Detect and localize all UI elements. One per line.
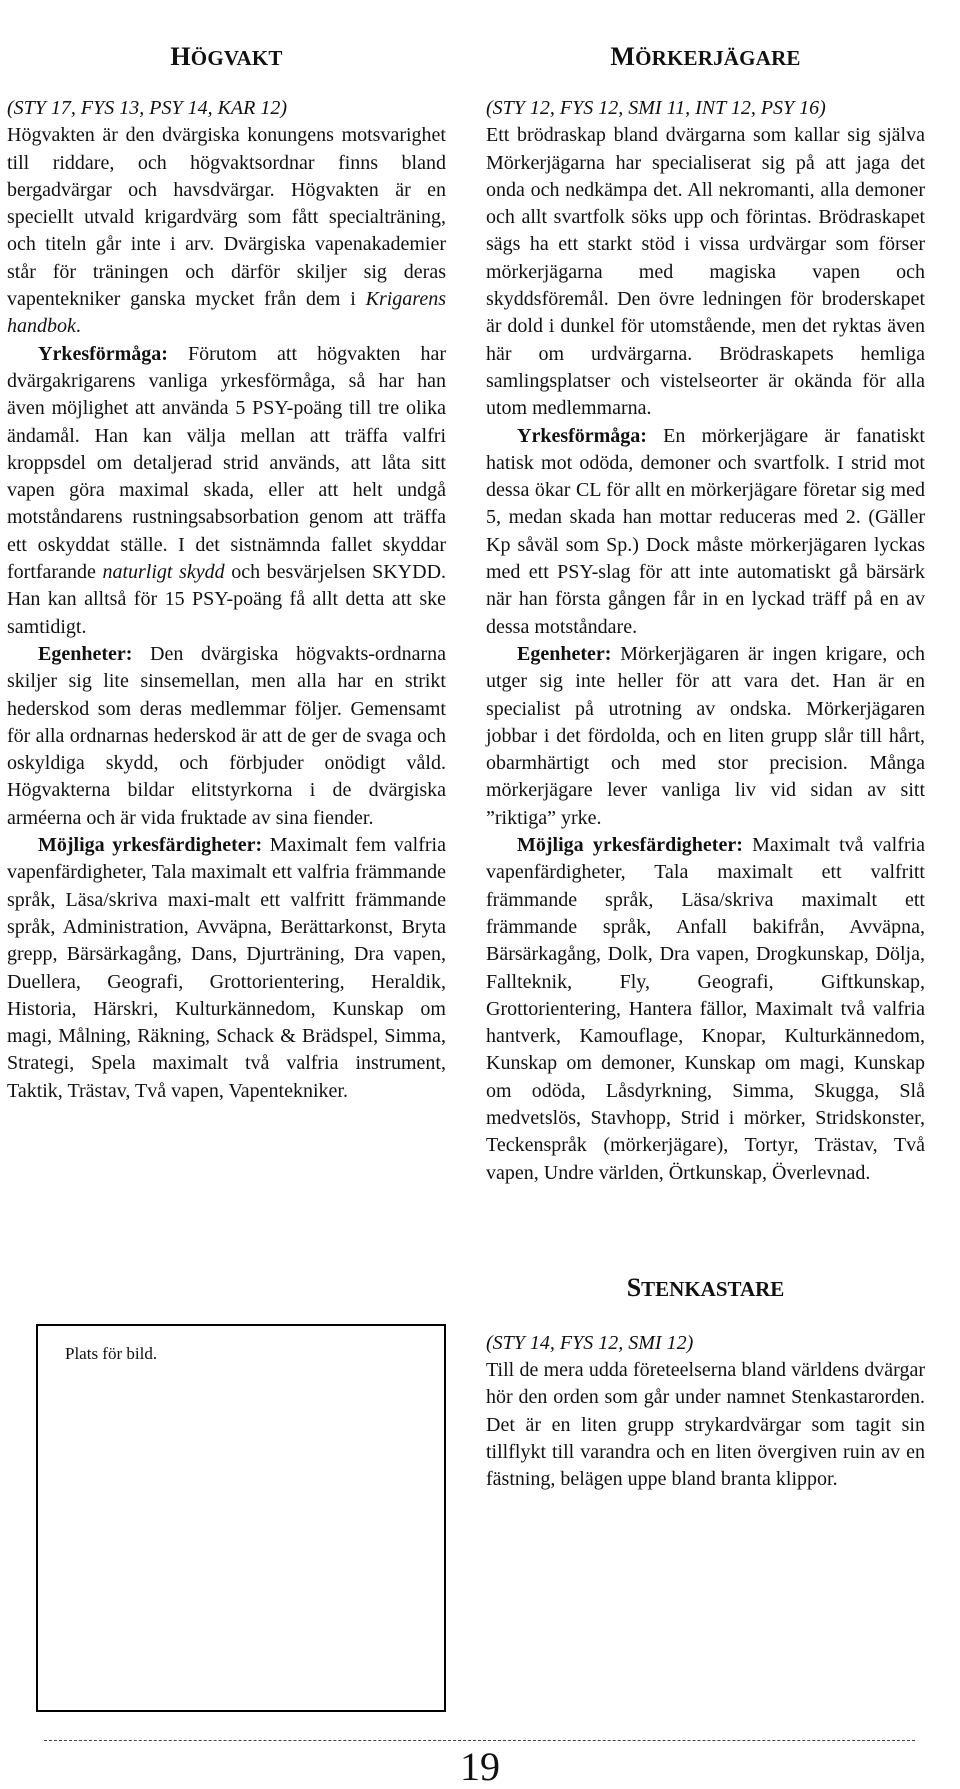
hogvakt-stats: (STY 17, FYS 13, PSY 14, KAR 12) [7, 97, 288, 119]
stenkastare-stats: (STY 14, FYS 12, SMI 12) [486, 1331, 694, 1354]
morkerjagare-skills: Möjliga yrkesfärdigheter: Maximalt två valfria vapenfärdigheter, Tala maximalt ett valfritt främmande språk, Läsa/skriva maximalt ett främmande språk, Anfall bakifrån, Avväpna, Bärsärkagång, Dolk, Dra vapen, Drogkunskap, Dölja, Fallteknik, Fly, Geografi, Giftkunskap, Grottorientering, Hantera fällor, Maximalt två valfria hantverk, Kamouflage, Knopar, Kulturkännedom, Kunskap om demoner, Kunskap om magi, Kunskap om odöda, Låsdyrkning, Simma, Skugga, Slå medvetslös, Stavhopp, Strid i mörker, Stridskonster, Teckenspråk (mörkerjägare), Tortyr, Trästav, Två vapen, Undre världen, Örtkunskap, Överlevnad. [486, 834, 925, 1184]
page-number: 19 [460, 1744, 500, 1789]
footer-divider [44, 1740, 915, 1741]
hogvakt-skills: Möjliga yrkesfärdigheter: Maximalt fem valfria vapenfärdigheter, Tala maximalt ett valfria främmande språk, Läsa/skriva maxi-malt ett valfritt främmande språk, Administration, Avväpna, Berättarkonst, Bryta grepp, Bärsärkagång, Dans, Djurträning, Dra vapen, Duellera, Geografi, Grottorientering, Heraldik, Historia, Härskri, Kulturkännedom, Kunskap om magi, Målning, Räkning, Schack & Brädspel, Simma, Strategi, Spela maximalt två valfria instrument, Taktik, Trästav, Två vapen, Vapentekniker. [7, 834, 446, 1102]
morkerjagare-traits: Egenheter: Mörkerjägaren är ingen krigare, och utger sig inte heller för att vara det. Han är en specialist på utrotning av ondska. Mörkerjägaren jobbar i det fördolda, och en liten grupp slår till hårt, obarmhärtigt och med stor precision. Många mörkerjägare lever vanliga liv vid sidan av sitt ”riktiga” yrke. [486, 642, 925, 829]
hogvakt-traits: Egenheter: Den dvärgiska högvakts-ordnarna skiljer sig lite sinsemellan, men alla har en strikt hederskod som deras medlemmar följer. Gemensamt för alla ordnarnas hederskod är att de ger de svaga och oskyldiga skydd, och förbjuder onödigt våld. Högvakterna bildar elitstyrkorna i de dvärgiska arméerna och är vida fruktade av sina fiender. [7, 642, 446, 829]
section-title-hogvakt: HÖGVAKT [170, 42, 283, 71]
section-title-morkerjagare: MÖRKERJÄGARE [610, 42, 801, 71]
book-title: Krigarens handbok [7, 288, 446, 338]
left-column [7, 0, 446, 1105]
hogvakt-skill: Yrkesförmåga: Förutom att högvakten har dvärgakrigarens vanliga yrkesförmåga, så har han även möjlighet att använda 5 PSY-poäng till tre olika ändamål. Han kan välja mellan att träffa valfri kroppsdel om detaljerad strid används, att låta sitt vapen göra maximal skada, eller att helt undgå motståndarens rustningsabsorbation genom att träffa ett oskyddat ställe. I det sistnämnda fallet skyddar fortfarande naturligt skydd och besvärjelsen SKYDD. Han kan alltså för 15 PSY-poäng få allt detta att ske samtidigt. [7, 342, 447, 638]
image-placeholder-label: Plats för bild. [65, 1344, 158, 1363]
morkerjagare-intro: Ett brödraskap bland dvärgarna som kallar sig själva Mörkerjägarna har specialiserat sig på att jaga det onda och nedkämpa det. All nekromanti, alla demoner och allt svartfolk söks upp och förintas. Brödraskapet sägs ha ett starkt stöd i vissa urdvärgar som förser mörkerjägarna med magiska vapen och skyddsföremål. Den övre ledningen för broderskapet är dold i dunkel för utomstående, men det ryktas även här om urdvärgarna. Brödraskapets hemliga samlingsplatser och vistelseorter är okända för alla utom medlemmarna. [486, 124, 925, 420]
hogvakt-intro: Högvakten är den dvärgiska konungens motsvarighet till riddare, och högvaktsordnar finns bland bergadvärgar och havsdvärgar. Högvakten är en speciellt utvald krigardvärg som fått specialträning, och titeln går inte i arv. Dvärgiska vapenakademier står för träningen och därför skiljer sig deras vapentekniker ganska mycket från dem i Krigarens handbok. [7, 124, 446, 338]
stenkastare-intro: Till de mera udda företeelserna bland världens dvärgar hör den orden som går under namnet Stenkastarorden. Det är en liten grupp strykardvärgar som tagit sin tillflykt till varandra och en liten övergiven ruin av en fästning, belägen uppe bland branta klippor. [486, 1359, 925, 1491]
image-placeholder-box [36, 1324, 446, 1712]
right-column [486, 0, 925, 1494]
morkerjagare-skill: Yrkesförmåga: En mörkerjägare är fanatiskt hatisk mot odöda, demoner och svartfolk. I strid mot dessa ökar CL för allt en mörkerjägare företar sig med 5, medan skada han mottar reduceras med 2. (Gäller Kp såväl som Sp.) Dock måste mörkerjägaren lyckas med ett PSY-slag för att inte automatiskt gå bärsärk när han första gången får in en lyckad träff på en av dessa motståndare. [486, 424, 925, 638]
morkerjagare-stats: (STY 12, FYS 12, SMI 11, INT 12, PSY 16) [486, 97, 826, 119]
section-title-stenkastare: STENKASTARE [626, 1272, 785, 1302]
